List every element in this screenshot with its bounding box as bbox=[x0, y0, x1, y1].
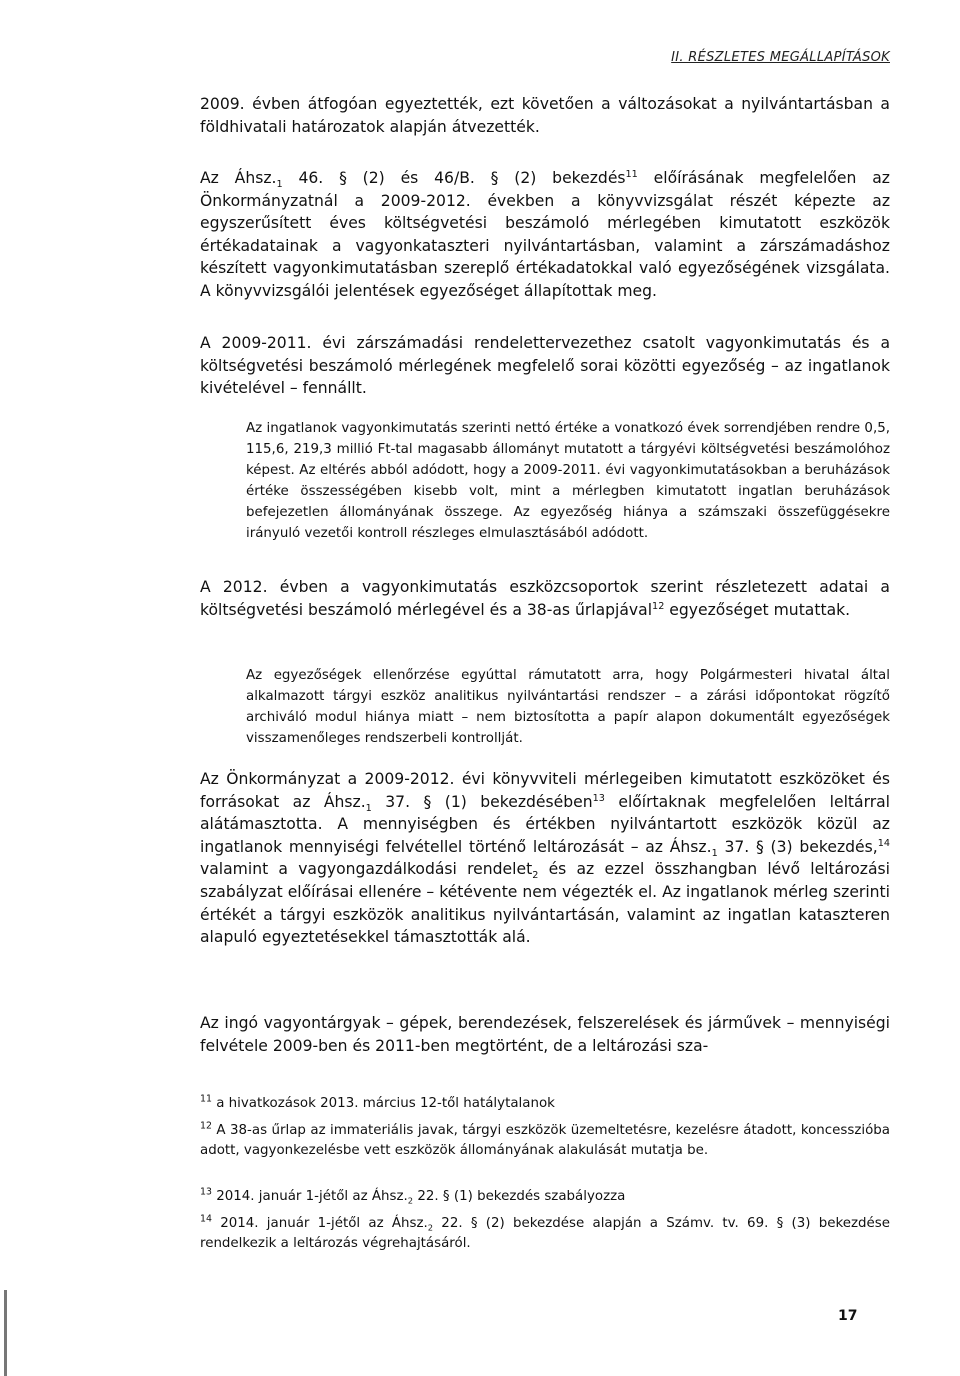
footnote-12: $^{12}$ A 38-as űrlap az immateriális javak, tárgyi eszközök üzemeltetésre, kezelésre átadott, koncesszióba adott, vagyonkezelésbe vett eszközök állományának alakulását mutatja be. bbox=[200, 1120, 890, 1158]
paragraph-7: Az Önkormányzat a 2009-2012. évi könyvviteli mérlegeiben kimutatott eszközöket és forrásokat az $Áhsz._1$ 37. § (1) bekezdésében$^{13}$ előírtaknak megfelelően leltárral alátámasztotta. A mennyiségben és értékben nyilvántartott eszközök közül az ingatlanok mennyiségi felvétellel történő leltározását – az $Áhsz._1$ 37. § (3) bekezdés,$^{14}$ valamint a vagyongazdálkodási rendelet$_2$ és az ezzel összhangban lévő leltározási szabályzat előírásai ellenére – kétévente nem végezték el. Az ingatlanok mérleg szerinti értékét a tárgyi eszközök analitikus nyilvántartásán, valamint az ingatlan kataszteren alapuló egyeztetésekkel támasztották alá. bbox=[200, 770, 891, 947]
footnote-ref-14: 14 bbox=[877, 837, 890, 849]
paragraph-3: A 2009-2011. évi zárszámadási rendelettervezethez csatolt vagyonkimutatás és a költségvetési beszámoló mérlegének megfelelő sorai közötti egyezőség – az ingatlanok kivételével – fennállt. bbox=[200, 334, 890, 398]
paragraph-1: 2009. évben átfogóan egyeztették, ezt követően a változásokat a nyilvántartásban a földhivatali határozatok alapján átvezették. bbox=[200, 95, 890, 136]
paragraph-2: Az $Áhsz._1$ 46. § (2) és 46/B. § (2) bekezdés$^{11}$ előírásának megfelelően az Önkormányzatnál a 2009-2012. években a könyvvizsgálat részét képezte az egyszerűsített éves költségvetési beszámoló mérlegében kimutatott eszközök értékadatainak a vagyonkataszteri nyilvántartásban, valamint a zárszámadáshoz készített vagyonkimutatásban szereplő értékadatokkal való egyezőségének vizsgálata. A könyvvizsgálói jelentések egyezőséget állapítottak meg. bbox=[200, 168, 890, 300]
page-number: 17 bbox=[838, 1308, 858, 1324]
footnote-11: $^{11}$ a hivatkozások 2013. március 12-től hatálytalanok bbox=[200, 1093, 555, 1111]
footnote-14: $^{14}$ 2014. január 1-jétől az $Áhsz._2$ 22. § (2) bekezdése alapján a Számv. tv. 69. § (3) bekezdése rendelkezik a leltározás végrehajtásáról. bbox=[200, 1213, 890, 1251]
paragraph-4: Az ingatlanok vagyonkimutatás szerinti nettó értéke a vonatkozó évek sorrendjében rendre 0,5, 115,6, 219,3 millió Ft-tal magasabb állományt mutatott a tárgyévi költségvetési beszámolóhoz képest. Az eltérés abból adódott, hogy a 2009-2011. évi vagyonkimutatásokban a beruházások értéke összességében kisebb volt, mint a mérlegben kimutatott ingatlan beruházások befejezetlen állományának összege. Az egyezőség hiánya a számszaki összefüggésekre irányuló vezetői kontroll részleges elmulasztásából adódott. bbox=[246, 421, 890, 541]
paragraph-6: Az egyezőségek ellenőrzése egyúttal rámutatott arra, hogy Polgármesteri hivatal által alkalmazott tárgyi eszköz analitikus nyilvántartási rendszer – a zárási időpontokat rögzítő archiváló modul hiánya miatt – nem biztosította a papír alapon dokumentált egyezőségek visszamenőleges rendszerbeli kontrollját. bbox=[246, 668, 890, 746]
paragraph-5: A 2012. évben a vagyonkimutatás eszközcsoportok szerint részletezett adatai a költségvetési beszámoló mérlegével és a 38-as űrlapjával$^{12}$ egyezőséget mutattak. bbox=[200, 578, 890, 619]
footnote-ref-13: 13 bbox=[592, 792, 605, 804]
footnote-13: $^{13}$ 2014. január 1-jétől az $Áhsz._2$ 22. § (1) bekezdés szabályozza bbox=[200, 1186, 626, 1206]
footnote-ref-11: 11 bbox=[625, 168, 638, 180]
scan-edge-mark bbox=[4, 1290, 7, 1376]
paragraph-8: Az ingó vagyontárgyak – gépek, berendezések, felszerelések és járművek – mennyiségi felvétele 2009-ben és 2011-ben megtörtént, de a leltározási sza- bbox=[200, 1014, 890, 1055]
section-header: II. RÉSZLETES MEGÁLLAPÍTÁSOK bbox=[671, 50, 890, 65]
footnote-ref-12: 12 bbox=[652, 600, 665, 612]
